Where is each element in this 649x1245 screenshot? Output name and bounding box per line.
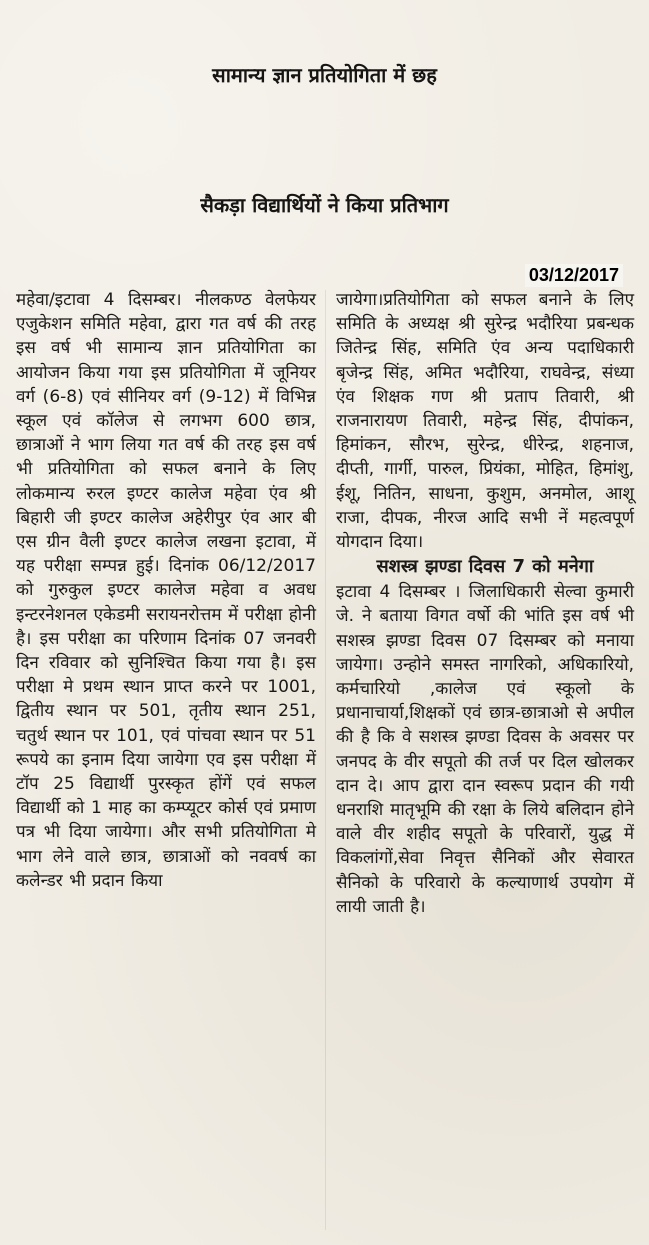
date-stamp: 03/12/2017: [525, 264, 623, 287]
headline-line-2: सैकड़ा विद्यार्थियों ने किया प्रतिभाग: [200, 193, 449, 217]
article-body-right-part-1: जायेगा।प्रतियोगिता को सफल बनाने के लिए समिति के अध्यक्ष श्री सुरेन्द्र भदौरिया प्रबन्धक जितेन्द्र सिंह, समिति एंव अन्य पदाधिकारी बृजेन्द्र सिंह, अमित भदौरिया, राघवेन्द्र, संध्या एंव शिक्षक गण श्री प्रताप तिवारी, श्री राजनारायण तिवारी, महेन्द्र सिंह, दीपांकन, हिमांकन, सौरभ, सुरेन्द्र, धीरेन्द्र, शहनाज, दीप्ती, गार्गी, पारुल, प्रियंका, मोहित, हिमांशु, ईशू, नितिन, साधना, कुशुम, अनमोल, आशू राजा, दीपक, नीरज आदि सभी नें महत्वपूर्ण योगदान दिया।: [336, 290, 634, 553]
article-column-right: [336, 288, 634, 919]
article-body-right-part-2: इटावा 4 दिसम्बर । जिलाधिकारी सेल्वा कुमारी जे. ने बताया विगत वर्षो की भांति इस वर्ष भी सशस्त्र झण्डा दिवस 07 दिसम्बर को मनाया जायेगा। उन्होने समस्त नागरिको, अधिकारियो, कर्मचारियो ,कालेज एवं स्कूलो के प्रधानाचार्या,शिक्षकों एवं छात्र-छात्राओ से अपील की है कि वे सशस्त्र झण्डा दिवस के अवसर पर जनपद के वीर सपूतो की तर्ज पर दिल खोलकर दान दे। आप द्वारा दान स्वरूप प्रदान की गयी धनराशि मातृभूमि की रक्षा के लिये बलिदान होने वाले वीर शहीद सपूतो के परिवारों, युद्ध में विकलांगों,सेवा निवृत्त सैनिकों और सेवारत सैनिको के परिवारो के कल्याणार्थ उपयोग में लायी जाती है।: [336, 582, 634, 917]
headline-line-1: सामान्य ज्ञान प्रतियोगिता में छह: [212, 63, 437, 87]
article-body-left: महेवा/इटावा 4 दिसम्बर। नीलकण्ठ वेलफेयर एजुकेशन समिति महेवा, द्वारा गत वर्ष की तरह इस वर्ष भी सामान्य ज्ञान प्रतियोगिता का आयोजन किया गया इस प्रतियोगिता में जूनियर वर्ग (6-8) एवं सीनियर वर्ग (9-12) में विभिन्न स्कूल एवं कॉलेज से लगभग 600 छात्र, छात्राओं ने भाग लिया गत वर्ष की तरह इस वर्ष भी प्रतियोगिता को सफल बनाने के लिए लोकमान्य रुरल इण्टर कालेज महेवा एंव श्री बिहारी जी इण्टर कालेज अहेरीपुर एंव आर बी एस ग्रीन वैली इण्टर कालेज लखना इटावा, में यह परीक्षा सम्पन्न हुई। दिनांक 06/12/2017 को गुरुकुल इण्टर कालेज महेवा व अवध इन्टरनेशनल एकेडमी सरायनरोत्तम में परीक्षा होनी है। इस परीक्षा का परिणाम दिनांक 07 जनवरी दिन रविवार को सुनिश्चित किया गया है। इस परीक्षा मे प्रथम स्थान प्राप्त करने पर 1001, द्वितीय स्थान पर 501, तृतीय स्थान 251, चतुर्थ स्थान पर 101, एवं पांचवा स्थान पर 51 रूपये का इनाम दिया जायेगा एव इस परीक्षा में टॉप 25 विद्यार्थी पुरस्कृत होंगें एवं सफल विद्यार्थी को 1 माह का कम्प्यूटर कोर्स एवं प्रमाण पत्र भी दिया जायेगा। और सभी प्रतियोगिता मे भाग लेने वाले छात्र, छात्राओं को नववर्ष का कलेन्डर भी प्रदान किया: [16, 290, 316, 891]
column-divider: [325, 290, 326, 1230]
article-column-left: [16, 288, 316, 893]
sub-headline: सशस्त्र झण्डा दिवस 7 को मनेगा: [376, 556, 594, 578]
